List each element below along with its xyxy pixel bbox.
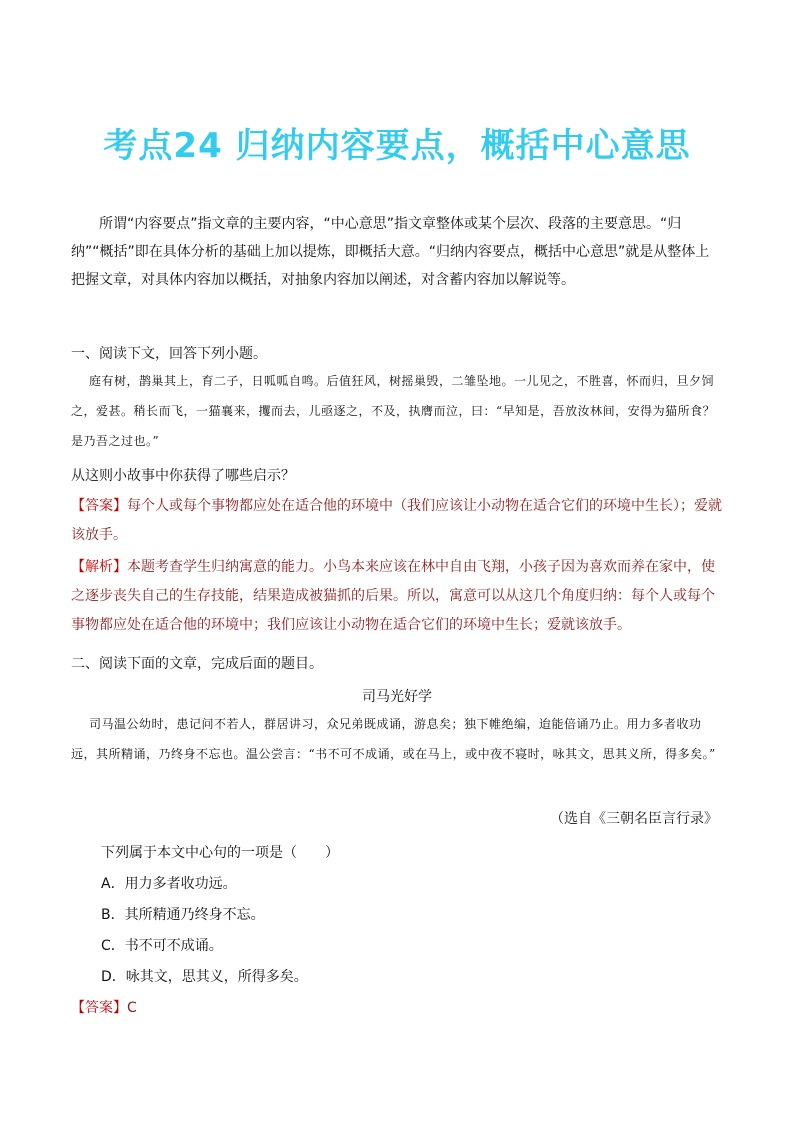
section2-heading: 二、阅读下面的文章，完成后面的题目。 — [71, 656, 323, 672]
section1-answer — [71, 492, 723, 550]
analysis-tag: 【解析】 — [71, 559, 127, 575]
analysis-text: 本题考查学生归纳寓意的能力。小鸟本来应该在林中自由飞翔，小孩子因为喜欢而养在家中，使之逐步丧失自己的生存技能，结果造成被猫抓的后果。所以，寓意可以从这几个角度归纳：每个人或每个事物都应处在适合他的环境中；我们应该让小动物在适合它们的环境中生长；爱就该放手。 — [71, 559, 715, 633]
option-a: A．用力多者收功远。 — [101, 876, 237, 892]
section1-heading: 一、阅读下文，回答下列小题。 — [71, 346, 267, 362]
section2-passage: 司马温公幼时，患记问不若人，群居讲习，众兄弟既成诵，游息矣；独下帷绝编，迨能倍诵乃止。用力多者收功远，其所精诵，乃终身不忘也。温公尝言：“书不可不成诵，或在马上，或中夜不寝时，咏其文，思其义所，得多矣。” — [71, 717, 716, 761]
option-b: B．其所精通乃终身不忘。 — [101, 907, 265, 923]
section2-question: 下列属于本文中心句的一项是（ ） — [101, 845, 339, 861]
passage-source: （选自《三朝名臣言行录》 — [550, 811, 718, 827]
option-c: C．书不可不成诵。 — [101, 938, 223, 954]
page-title: 考点24 归纳内容要点，概括中心意思 — [103, 126, 691, 166]
section1-passage: 庭有树，鹊巢其上，育二子，日呱呱自鸣。后值狂风，树摇巢毁，二雏坠地。一儿见之，不胜喜，怀而归，旦夕饲之，爱甚。稍长而飞，一猫襄来，攫而去，儿亟逐之，不及，执膺而泣，曰：“早知是，吾放汝林间，安得为猫所食？是乃吾之过也。” — [71, 374, 716, 448]
answer-text: C — [127, 1000, 137, 1016]
intro-paragraph: 所谓“内容要点”指文章的主要内容，“中心意思”指文章整体或某个层次、段落的主要意思。“归纳”“概括”即在具体分析的基础上加以提炼，即概括大意。“归纳内容要点，概括中心意思”就是从整体上把握文章，对具体内容加以概括，对抽象内容加以阐述，对含蓄内容加以解说等。 — [71, 216, 710, 288]
answer-text: 每个人或每个事物都应处在适合他的环境中（我们应该让小动物在适合它们的环境中生长）；爱就该放手。 — [71, 498, 722, 543]
answer-tag: 【答案】 — [71, 498, 127, 514]
passage-title: 司马光好学 — [362, 689, 432, 705]
section1-analysis — [71, 553, 723, 640]
section1-question: 从这则小故事中你获得了哪些启示？ — [71, 468, 295, 484]
answer-tag: 【答案】 — [71, 1000, 127, 1016]
section2-answer — [71, 997, 721, 1017]
option-d: D．咏其文，思其义，所得多矣。 — [101, 969, 308, 985]
